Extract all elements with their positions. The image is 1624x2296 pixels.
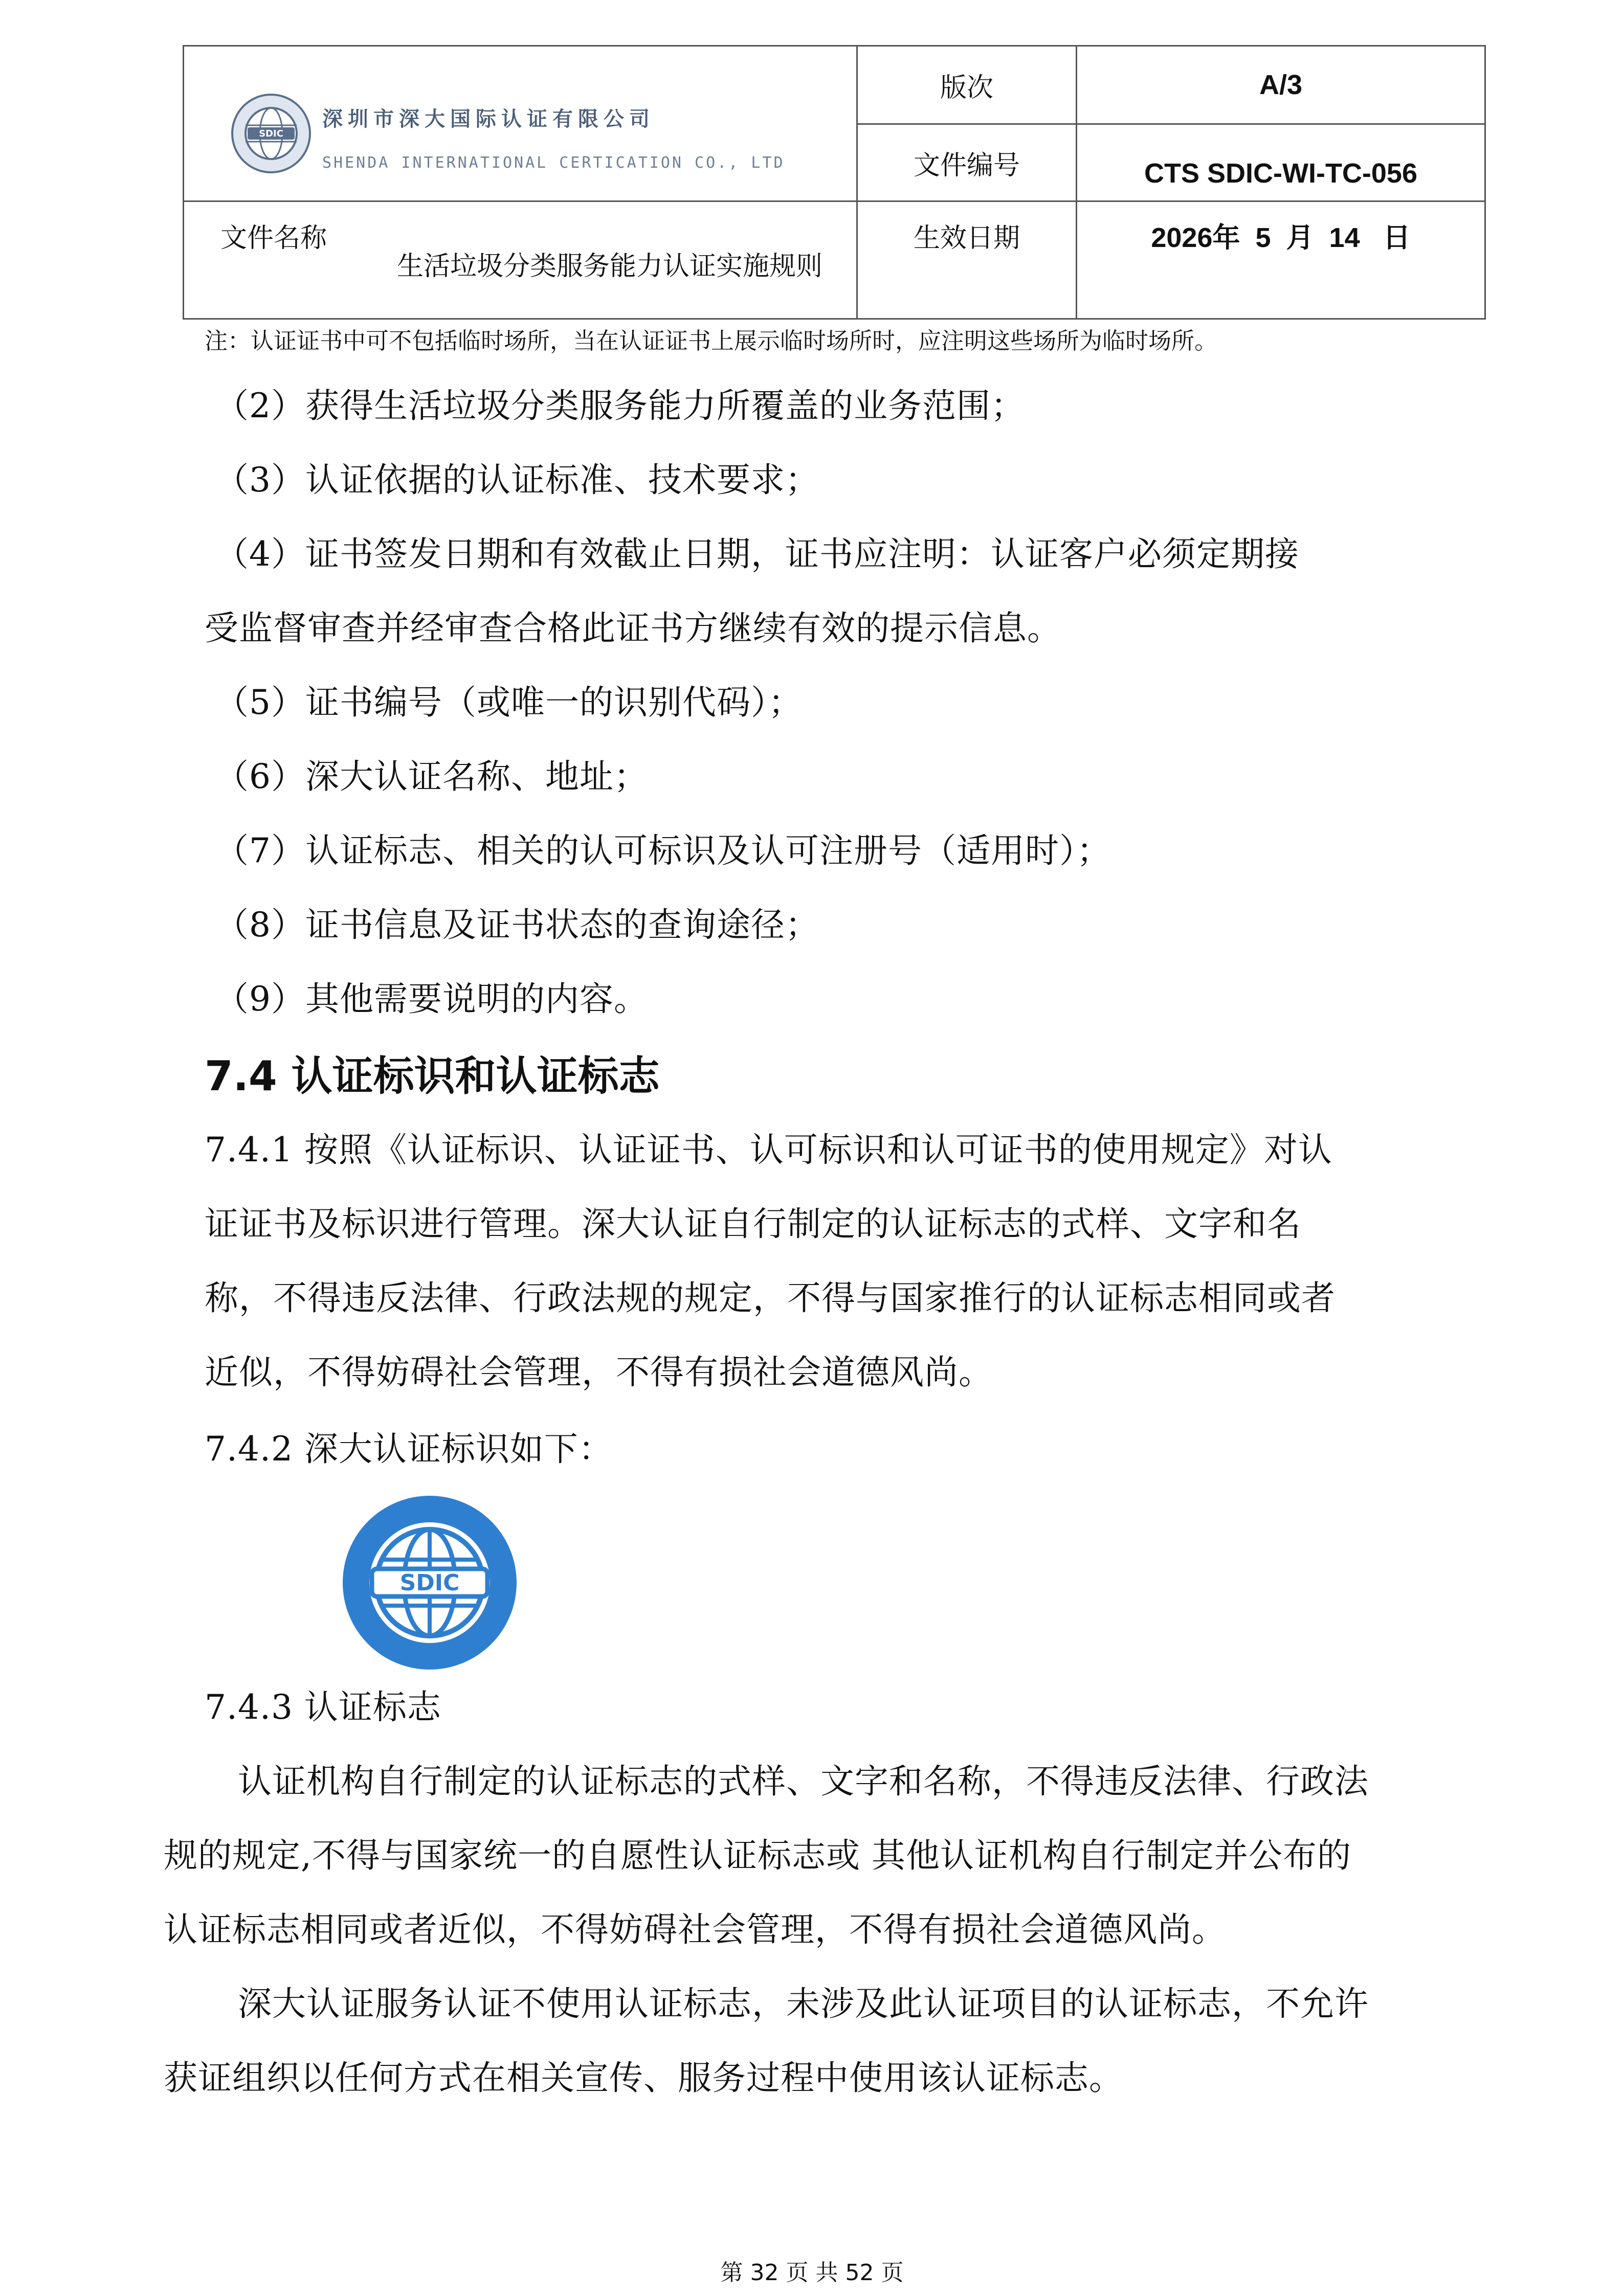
logo-text: SDIC — [259, 128, 283, 139]
company-logo-icon — [230, 93, 312, 174]
section-741-line: 近似，不得妨碍社会管理，不得有损社会道德风尚。 — [205, 1353, 993, 1392]
sdic-certification-logo-icon — [340, 1493, 519, 1672]
list-item: （4）证书签发日期和有效截止日期，证书应注明：认证客户必须定期接 — [215, 534, 1299, 574]
paragraph-line: 获证组织以任何方式在相关宣传、服务过程中使用该认证标志。 — [164, 2058, 1123, 2098]
company-name-en: SHENDA INTERNATIONAL CERTICATION CO., LTD — [322, 154, 785, 172]
section-heading: 7.4 认证标识和认证标志 — [205, 1052, 660, 1100]
docno-value: CTS SDIC-WI-TC-056 — [1144, 158, 1417, 189]
filename-value: 生活垃圾分类服务能力认证实施规则 — [396, 251, 822, 282]
version-label: 版次 — [940, 72, 993, 103]
list-item-continuation: 受监督审查并经审查合格此证书方继续有效的提示信息。 — [205, 609, 1061, 648]
version-value: A/3 — [1259, 70, 1303, 100]
paragraph-line: 深大认证服务认证不使用认证标志，未涉及此认证项目的认证标志，不允许 — [238, 1984, 1369, 2023]
section-741-line: 证证书及标识进行管理。深大认证自行制定的认证标志的式样、文字和名 — [205, 1204, 1301, 1244]
paragraph-line: 认证标志相同或者近似，不得妨碍社会管理，不得有损社会道德风尚。 — [164, 1910, 1226, 1949]
section-743-line: 7.4.3 认证标志 — [205, 1687, 441, 1727]
section-741-line: 7.4.1 按照《认证标识、认证证书、认可标识和认可证书的使用规定》对认 — [205, 1130, 1332, 1169]
list-item: （6）深大认证名称、地址； — [215, 757, 648, 796]
list-item: （8）证书信息及证书状态的查询途径； — [215, 905, 819, 944]
list-item: （3）认证依据的认证标准、技术要求； — [215, 460, 819, 500]
docno-label: 文件编号 — [913, 150, 1020, 181]
document-header-table — [183, 45, 1486, 320]
company-name-cn: 深圳市深大国际认证有限公司 — [322, 107, 655, 131]
effective-date-label: 生效日期 — [913, 222, 1020, 254]
list-item: （2）获得生活垃圾分类服务能力所覆盖的业务范围； — [215, 386, 1025, 425]
list-item: （7）认证标志、相关的认可标识及认可注册号（适用时）； — [215, 831, 1111, 870]
paragraph-line: 认证机构自行制定的认证标志的式样、文字和名称，不得违反法律、行政法 — [238, 1762, 1369, 1801]
filename-label: 文件名称 — [220, 222, 327, 254]
list-item: （5）证书编号（或唯一的识别代码）； — [215, 683, 803, 722]
page-footer: 第 32 页 共 52 页 — [720, 2260, 904, 2286]
section-742-line: 7.4.2 深大认证标识如下： — [205, 1429, 613, 1469]
sdic-logo-text: SDIC — [399, 1570, 460, 1596]
list-item: （9）其他需要说明的内容。 — [215, 979, 648, 1019]
note-text: 注：认证证书中可不包括临时场所，当在认证证书上展示临时场所时，应注明这些场所为临时场所。 — [205, 327, 1218, 354]
effective-date-value: 2026年 5 月 14 日 — [1151, 222, 1411, 253]
section-741-line: 称，不得违反法律、行政法规的规定，不得与国家推行的认证标志相同或者 — [205, 1278, 1336, 1318]
paragraph-line: 规的规定,不得与国家统一的自愿性认证标志或 其他认证机构自行制定并公布的 — [164, 1836, 1351, 1875]
